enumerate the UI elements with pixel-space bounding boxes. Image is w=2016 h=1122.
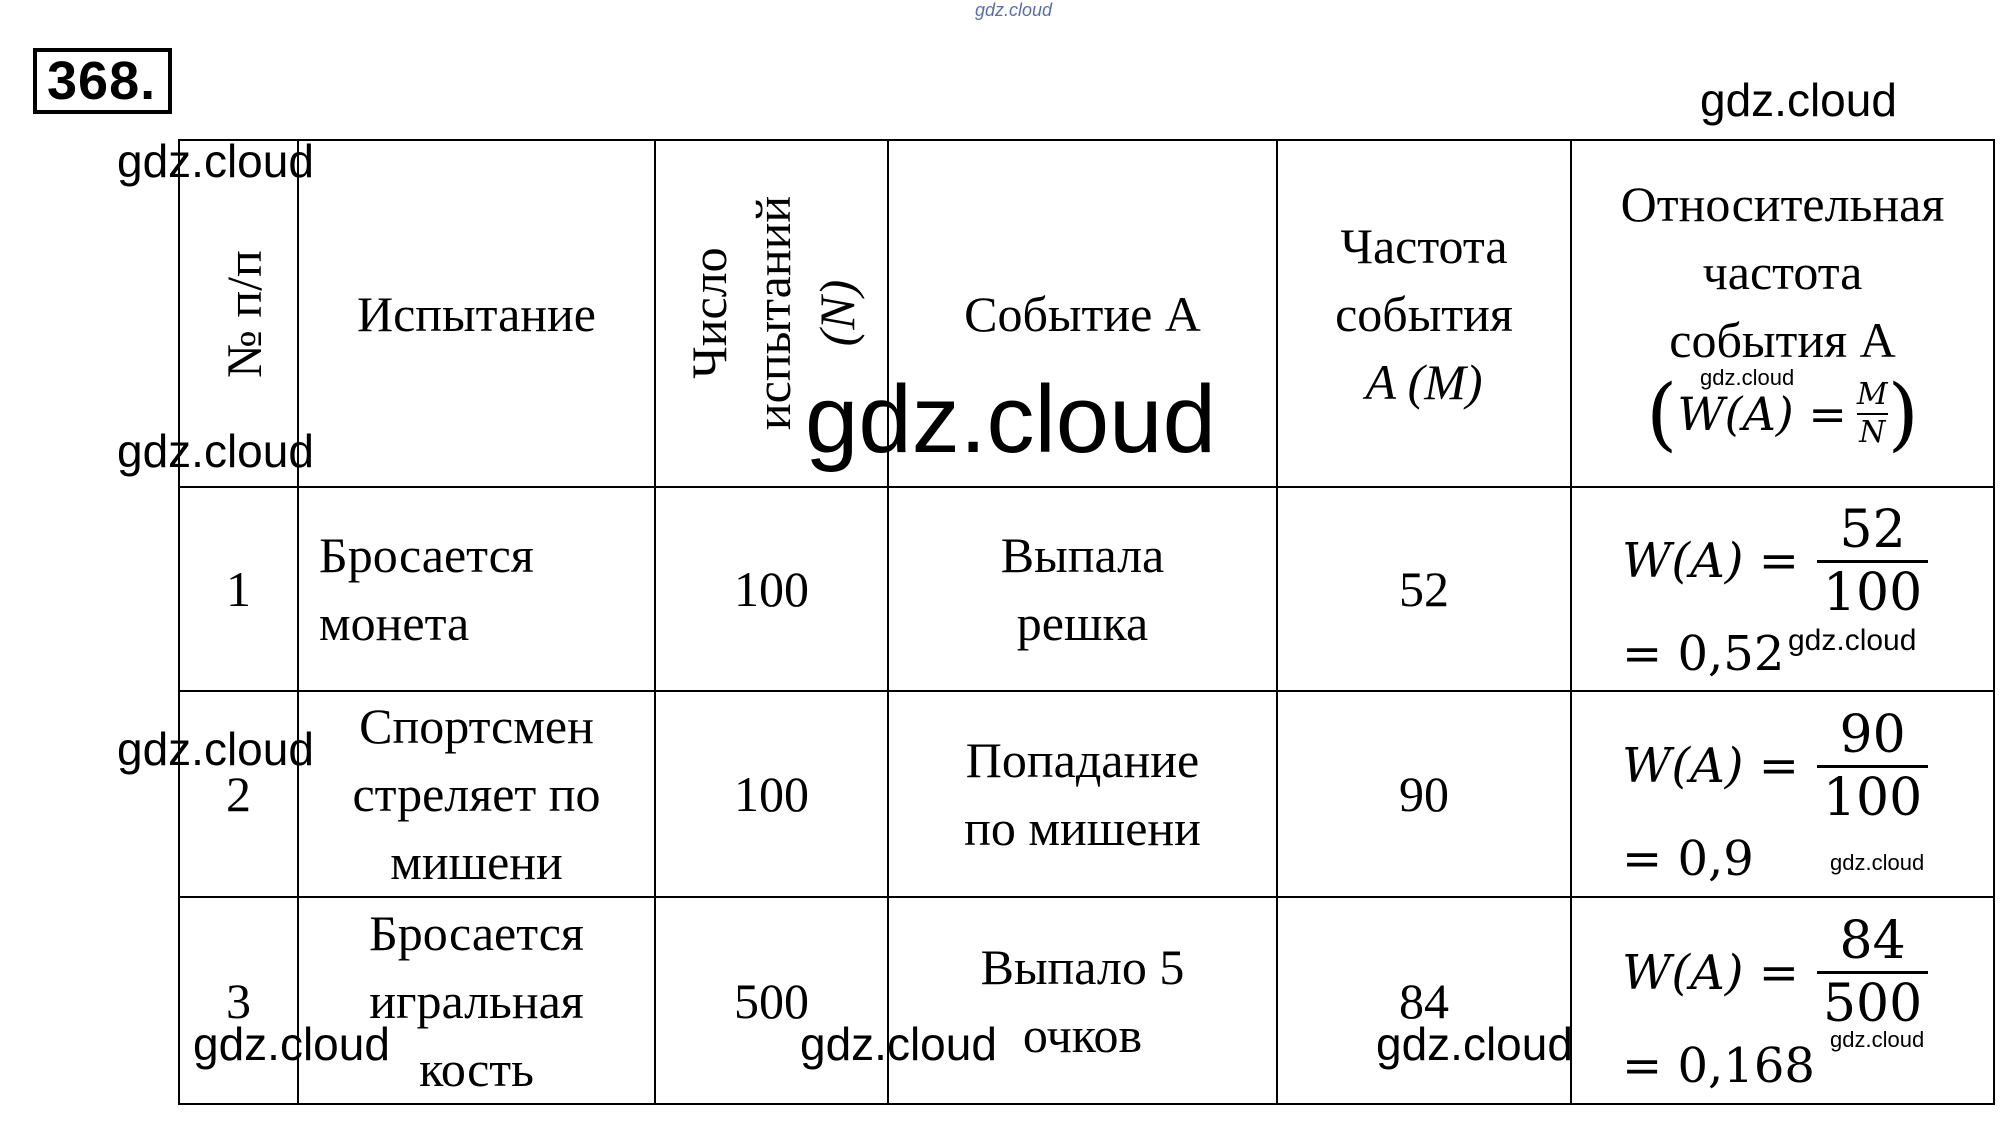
formula-line1 — [1622, 496, 1993, 626]
watermark: gdz.cloud — [975, 0, 1053, 20]
watermark: gdz.cloud — [1700, 365, 1795, 390]
cell-trial-line3: мишени — [390, 834, 563, 890]
cell-trial-line2: монета — [319, 595, 470, 651]
left-paren: ( — [1646, 366, 1678, 460]
header-trial-label: Испытание — [356, 285, 596, 342]
cell-trial-line3: кость — [419, 1040, 534, 1097]
formula-denominator: 100 — [1822, 767, 1923, 828]
formula-numerator: 90 — [1839, 704, 1906, 765]
cell-n: 100 — [655, 691, 888, 897]
cell-num: 3 — [179, 897, 298, 1104]
watermark: gdz.cloud — [117, 723, 314, 775]
header-freq — [1277, 140, 1571, 487]
formula-lhs: W(A) = — [1622, 533, 1799, 589]
cell-event-line2: очков — [1022, 1006, 1143, 1063]
watermark: gdz.cloud — [117, 135, 314, 187]
formula-fraction — [1817, 500, 1928, 623]
header-freq-line3: A (M) — [1365, 353, 1483, 410]
formula-result: = 0,168 — [1622, 1037, 1815, 1094]
header-num-label: № п/п — [215, 249, 272, 378]
cell-trial — [298, 897, 655, 1104]
table-row — [179, 897, 1994, 1104]
formula — [1572, 701, 1993, 887]
cell-event-line2: по мишени — [964, 800, 1201, 856]
cell-event — [888, 487, 1277, 691]
formula-numerator: 52 — [1839, 499, 1906, 560]
header-n-symbol: (N) — [809, 279, 866, 346]
cell-m: 52 — [1277, 487, 1571, 691]
formula-lhs: W(A) = — [1622, 738, 1799, 794]
cell-trial-line1: Бросается — [319, 527, 534, 583]
header-freq-line2: события — [1335, 285, 1513, 342]
table-row — [179, 691, 1994, 897]
cell-event — [888, 691, 1277, 897]
cell-formula — [1571, 691, 1994, 897]
watermark: gdz.cloud — [1830, 1027, 1925, 1052]
cell-num: 2 — [179, 691, 298, 897]
cell-trial — [298, 691, 655, 897]
watermark: gdz.cloud — [193, 1018, 390, 1070]
cell-event-line2: решка — [1016, 595, 1149, 651]
cell-formula — [1571, 487, 1994, 691]
right-paren: ) — [1887, 366, 1919, 460]
header-event-label: Событие A — [964, 285, 1201, 342]
watermark: gdz.cloud — [800, 1018, 997, 1070]
cell-trial-line2: игральная — [369, 972, 584, 1029]
header-formula-num: M — [1856, 376, 1888, 412]
formula — [1572, 496, 1993, 682]
frequency-table — [178, 139, 1995, 1105]
formula-denominator: 100 — [1822, 562, 1923, 623]
cell-m: 90 — [1277, 691, 1571, 897]
formula-line1 — [1622, 908, 1993, 1038]
cell-event-line1: Выпала — [1000, 527, 1165, 583]
formula-result: = 0,52 — [1622, 626, 1785, 682]
cell-trial-line2: стреляет по — [352, 766, 601, 822]
cell-trial-line1: Спортсмен — [359, 698, 594, 754]
header-formula-fraction — [1857, 377, 1888, 451]
formula-fraction — [1817, 705, 1928, 828]
watermark: gdz.cloud — [1700, 74, 1897, 126]
header-rel-line1: Относительная — [1620, 175, 1945, 232]
cell-event-line1: Попадание — [965, 732, 1200, 788]
cell-trial-line1: Бросается — [369, 904, 584, 961]
table-row — [179, 487, 1994, 691]
header-trial — [298, 140, 655, 487]
formula-denominator: 500 — [1822, 974, 1923, 1034]
watermark: gdz.cloud — [117, 425, 314, 477]
formula-lhs: W(A) = — [1622, 944, 1799, 1001]
header-n-line2: испытаний — [745, 195, 802, 430]
cell-trial — [298, 487, 655, 691]
header-rel-line3: события A — [1669, 311, 1896, 368]
formula-result: = 0,9 — [1622, 831, 1754, 887]
formula-fraction — [1817, 911, 1928, 1034]
watermark: gdz.cloud — [1788, 624, 1917, 657]
cell-num: 1 — [179, 487, 298, 691]
cell-event — [888, 897, 1277, 1104]
formula-numerator: 84 — [1839, 911, 1906, 971]
header-formula-lhs: W(A) = — [1677, 386, 1847, 441]
cell-n: 100 — [655, 487, 888, 691]
problem-number: 368 — [47, 51, 141, 111]
problem-number-dot: . — [140, 51, 157, 111]
header-rel — [1571, 140, 1994, 487]
header-formula-den: N — [1859, 414, 1886, 450]
header-freq-line1: Частота — [1340, 217, 1508, 274]
cell-m: 84 — [1277, 897, 1571, 1104]
formula — [1572, 908, 1993, 1094]
cell-event-line1: Выпало 5 — [980, 938, 1185, 995]
header-n-line1: Число — [681, 246, 738, 379]
watermark-large: gdz.cloud — [805, 366, 1216, 473]
formula-line1 — [1622, 701, 1993, 831]
header-rel-line2: частота — [1702, 243, 1863, 300]
cell-formula — [1571, 897, 1994, 1104]
problem-number-box — [33, 48, 172, 114]
cell-n: 500 — [655, 897, 888, 1104]
watermark: gdz.cloud — [1376, 1018, 1573, 1070]
watermark: gdz.cloud — [1830, 850, 1925, 875]
